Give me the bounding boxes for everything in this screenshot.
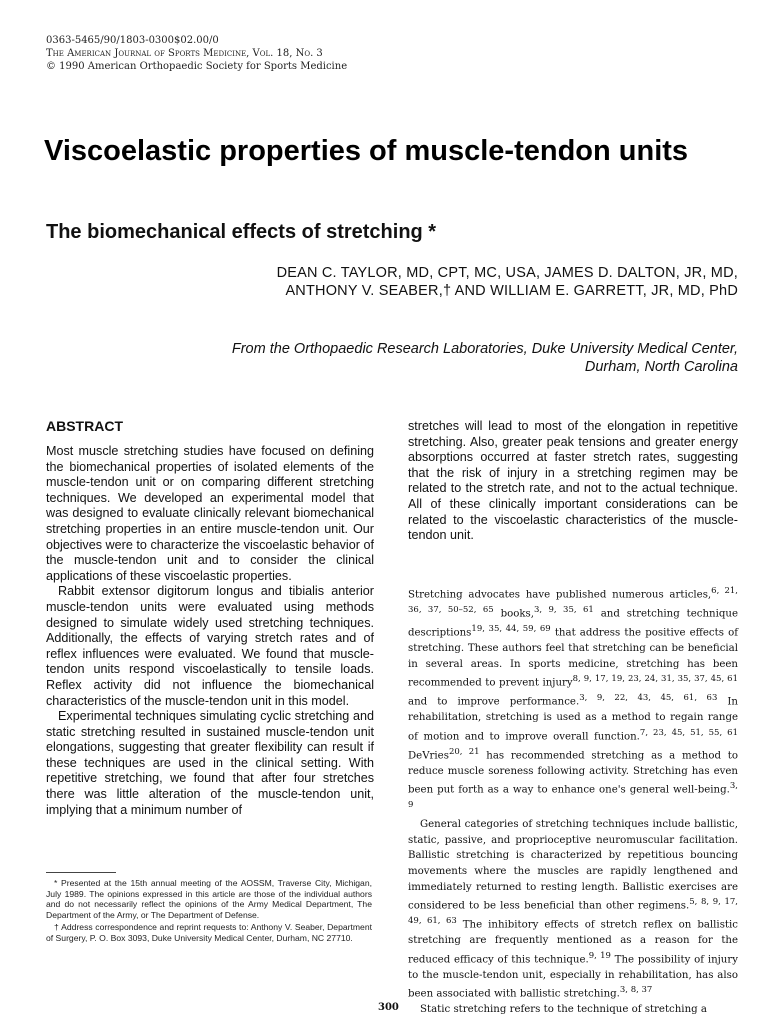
footnotes <box>46 878 372 946</box>
article-title: Viscoelastic properties of muscle-tendon units <box>44 135 689 167</box>
author-list <box>277 264 738 300</box>
citation-refs: 3, 9, 35, 61 <box>534 604 594 615</box>
body-text-run: Stretching advocates have published numerous articles, <box>408 589 712 601</box>
body-text-run: General categories of stretching techniques include ballistic, static, passive, and proprioceptive neuromuscular facilitation. Ballistic stretching is characterized by repetitious bouncing movements where the muscles are rapidly lengthened and immediately returned to resting length. Ballistic exercises are considered to be less beneficial than other regimens. <box>408 819 738 912</box>
affiliation-line: From the Orthopaedic Research Laboratories, Duke University Medical Center, <box>231 341 738 357</box>
article-subtitle: The biomechanical effects of stretching * <box>46 221 437 243</box>
body-paragraph <box>408 817 738 1002</box>
copyright-line: © 1990 American Orthopaedic Society for Sports Medicine <box>46 61 348 72</box>
footnote: † Address correspondence and reprint requests to: Anthony V. Seaber, Department of Surgery, P. O. Box 3093, Duke University Medical Center, Durham, NC 27710. <box>46 922 372 943</box>
citation-refs: 5, 8, 9, 17, 49, 61, 63 <box>408 897 739 927</box>
citation-refs: 3, 9, 22, 43, 45, 61, 63 <box>579 693 718 704</box>
body-paragraph <box>408 584 738 817</box>
body-paragraph: Static stretching refers to the technique of stretching a <box>420 1004 707 1016</box>
body-text-run: and to improve performance. <box>408 696 580 708</box>
body-text-run: The possibility of injury to the muscle-tendon unit, especially in rehabilitation, has also been associated with ballistic stretching. <box>408 954 738 1000</box>
citation-refs: 8, 9, 17, 19, 23, 24, 31, 35, 37, 45, 61 <box>572 674 738 685</box>
author-line: ANTHONY V. SEABER,† AND WILLIAM E. GARRETT, JR, MD, PhD <box>285 283 738 299</box>
body-text-run: and stretching technique descriptions <box>408 608 738 639</box>
abstract-paragraph: Rabbit extensor digitorum longus and tibialis anterior muscle-tendon units were evaluated using methods designed to simulate widely used stretching techniques. Additionally, the effects of varying stretch rates and of reflex influences were evaluated. We found that muscle-tendon units respond viscoelastically to tensile loads. Reflex activity did not influence the biomechanical characteristics of the muscle-tendon unit in this model. <box>46 584 374 708</box>
citation-refs: 6, 21, 36, 37, 50–52, 65 <box>408 586 738 615</box>
citation-refs: 20, 21 <box>448 746 480 757</box>
abstract-paragraph: Most muscle stretching studies have focused on defining the biomechanical properties of isolated elements of the muscle-tendon unit or on comparing different stretching techniques. We developed an experimental model that was designed to evaluate clinically relevant biomechanical stretching properties in an entire muscle-tendon unit. Our objectives were to characterize the viscoelastic behavior of the muscle-tendon unit and to consider the clinical applications of these viscoelastic properties. <box>46 444 374 583</box>
affiliation <box>232 340 738 376</box>
article-code: 0363-5465/90/1803-0300$02.00/0 <box>46 35 219 46</box>
abstract-right-column <box>408 419 738 544</box>
footnote-divider <box>46 872 116 873</box>
body-text <box>408 584 738 1018</box>
author-line: DEAN C. TAYLOR, MD, CPT, MC, USA, JAMES D. DALTON, JR, MD, <box>276 265 738 281</box>
abstract-left-column <box>46 444 374 818</box>
journal-header <box>46 34 347 73</box>
body-text-run: books, <box>493 608 535 620</box>
page-number: 300 <box>378 1002 399 1013</box>
citation-refs: 9, 19 <box>588 950 611 961</box>
body-text-run: DeVries <box>408 750 449 762</box>
abstract-heading: ABSTRACT <box>46 418 123 434</box>
body-text-run: that address the positive effects of stretching. These authors feel that stretching can be beneficial in several areas. In sports medicine, stretching has been recommended to prevent injury <box>408 627 738 689</box>
journal-citation: The American Journal of Sports Medicine, Vol. 18, No. 3 <box>46 48 323 59</box>
body-text-run: The inhibitory effects of stretch reflex on ballistic stretching are frequently mentioned as a reason for the reduced efficacy of this technique. <box>408 919 738 966</box>
body-text-run: In rehabilitation, stretching is used as a method to regain range of motion and to improve overall function. <box>408 696 738 743</box>
citation-refs: 7, 23, 45, 51, 55, 61 <box>639 727 738 738</box>
affiliation-line: Durham, North Carolina <box>584 359 738 375</box>
footnote: * Presented at the 15th annual meeting of the AOSSM, Traverse City, Michigan, July 1989. The opinions expressed in this article are those of the individual authors and do not necessarily reflect the opinions of the Army Medical Department, The Department of the Army, or The Department of Defense. <box>46 878 372 920</box>
citation-refs: 3, 9 <box>408 781 738 811</box>
citation-refs: 19, 35, 44, 59, 69 <box>471 623 551 634</box>
abstract-paragraph: Experimental techniques simulating cyclic stretching and static stretching resulted in sustained muscle-tendon unit elongations, suggesting that greater flexibility can result if these techniques are used in the clinical setting. With repetitive stretching, we found that after four stretches there was little alteration of the muscle-tendon unit, implying that a minimum number of <box>46 709 374 817</box>
abstract-paragraph: stretches will lead to most of the elongation in repetitive stretching. Also, greater peak tensions and greater energy absorptions occurred at faster stretch rates, suggesting that the risk of injury in a stretching regimen may be related to the stretch rate, and not to the actual technique. All of these clinically important considerations can be related to the viscoelastic characteristics of the muscle-tendon unit. <box>408 419 738 543</box>
citation-refs: 3, 8, 37 <box>619 985 653 996</box>
body-text-run: has recommended stretching as a method to reduce muscle soreness following activity. Stretching has even been put forth as a way to enhance one's general well-being. <box>408 750 738 796</box>
